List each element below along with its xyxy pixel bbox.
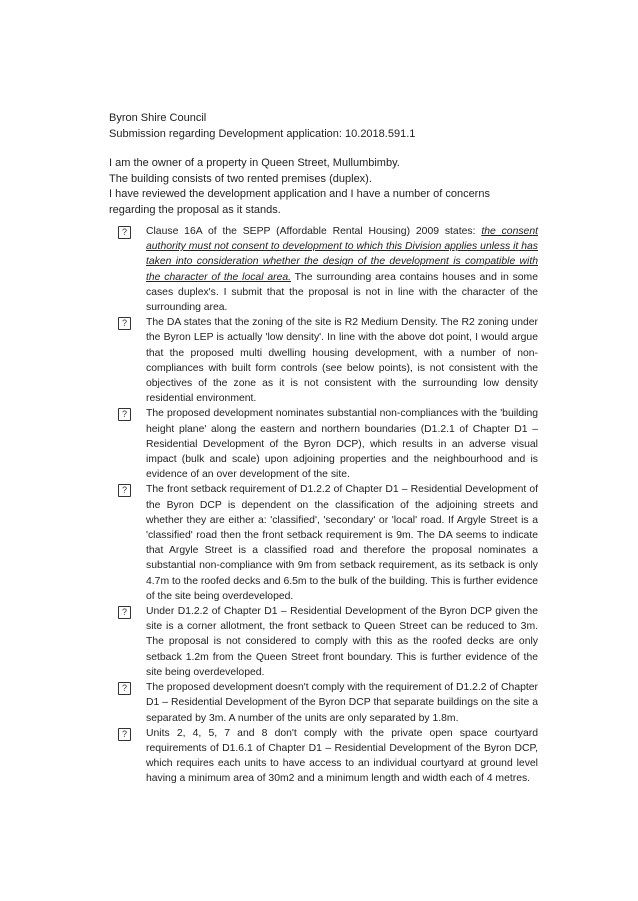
missing-glyph-icon: ? — [118, 317, 131, 330]
sepp-quote: the consent authority must not consent to development to which this Division applies unless it has taken into consideration whether the design of the development is compatible with the character of the local area. — [146, 226, 538, 283]
missing-glyph-icon: ? — [118, 226, 131, 239]
concern-text: The proposed development doesn't comply with the requirement of D1.2.2 of Chapter D1 – Residential Development of the Byron DCP that separate buildings on the site a separated by 3m. A number of the units are only separated by 1.8m. — [146, 682, 538, 724]
intro-paragraph — [109, 156, 539, 218]
concern-item — [118, 482, 538, 604]
missing-glyph-icon: ? — [118, 682, 131, 695]
concern-item — [118, 680, 538, 726]
concern-text: The DA states that the zoning of the site is R2 Medium Density. The R2 zoning under the Byron LEP is actually 'low density'. In line with the above dot point, I would argue that the proposed multi dwelling housing development, with a number of non-compliances with built form controls (see below points), is not consistent with the objectives of the zone as it is not consistent with the surrounding low density residential environment. — [146, 317, 538, 405]
missing-glyph-icon: ? — [118, 408, 131, 421]
concern-text: The proposed development nominates substantial non-compliances with the 'building height plane' along the eastern and northern boundaries (D1.2.1 of Chapter D1 – Residential Development of the Byron DCP), which results in an adverse visual impact (bulk and scale) upon adjoining properties and the neighbourhood and is evidence of an over development of the site. — [146, 408, 538, 481]
concern-item — [118, 604, 538, 680]
concern-text: Units 2, 4, 5, 7 and 8 don't comply with the private open space courtyard requirements of D1.6.1 of Chapter D1 – Residential Development of the Byron DCP, which requires each units to have access to an individual courtyard at ground level having a minimum area of 30m2 and a minimum length and width each of 4 metres. — [146, 727, 538, 785]
concern-item — [118, 315, 538, 406]
concern-item — [118, 406, 538, 482]
intro-line-2: The building consists of two rented premises (duplex). — [109, 172, 372, 185]
concerns-list — [118, 224, 538, 787]
concern-text-post: The surrounding area contains houses and in some cases duplex's. I submit that the proposal is not in line with the character of the surrounding area. — [146, 271, 538, 314]
missing-glyph-icon: ? — [118, 606, 131, 619]
concern-item — [118, 224, 538, 315]
recipient-line: Byron Shire Council — [109, 112, 207, 124]
missing-glyph-icon: ? — [118, 484, 131, 497]
intro-line-1: I am the owner of a property in Queen Street, Mullumbimby. — [109, 157, 400, 169]
letter-header — [109, 111, 415, 142]
concern-text: The front setback requirement of D1.2.2 of Chapter D1 – Residential Development of the Byron DCP is dependent on the classification of the adjoining streets and whether they are either a: 'classified', 'secondary' or 'local' road. If Argyle Street is a 'classified' road then the front setback requirement is 9m. The DA seems to indicate that Argyle Street is a classified road and therefore the proposal nominates a substantial non-compliance with 9m from setback requirement, as its setback is only 4.7m to the roofed decks and 6.5m to the bulk of the building. This is further evidence of the site being overdeveloped. — [146, 484, 538, 602]
concern-item — [118, 726, 538, 787]
subject-line: Submission regarding Development application: 10.2018.591.1 — [109, 127, 416, 140]
missing-glyph-icon: ? — [118, 728, 131, 741]
concern-text: Under D1.2.2 of Chapter D1 – Residential Development of the Byron DCP given the site is a corner allotment, the front setback to Queen Street can be reduced to 3m. The proposal is not considered to comply with this as the roofed decks are only setback 1.2m from the Queen Street front boundary. This is further evidence of the site being overdeveloped. — [146, 606, 538, 678]
concern-text-pre: Clause 16A of the SEPP (Affordable Rental Housing) 2009 states: — [146, 226, 482, 237]
intro-line-3: I have reviewed the development application and I have a number of concerns regarding the proposal as it stands. — [109, 188, 490, 216]
